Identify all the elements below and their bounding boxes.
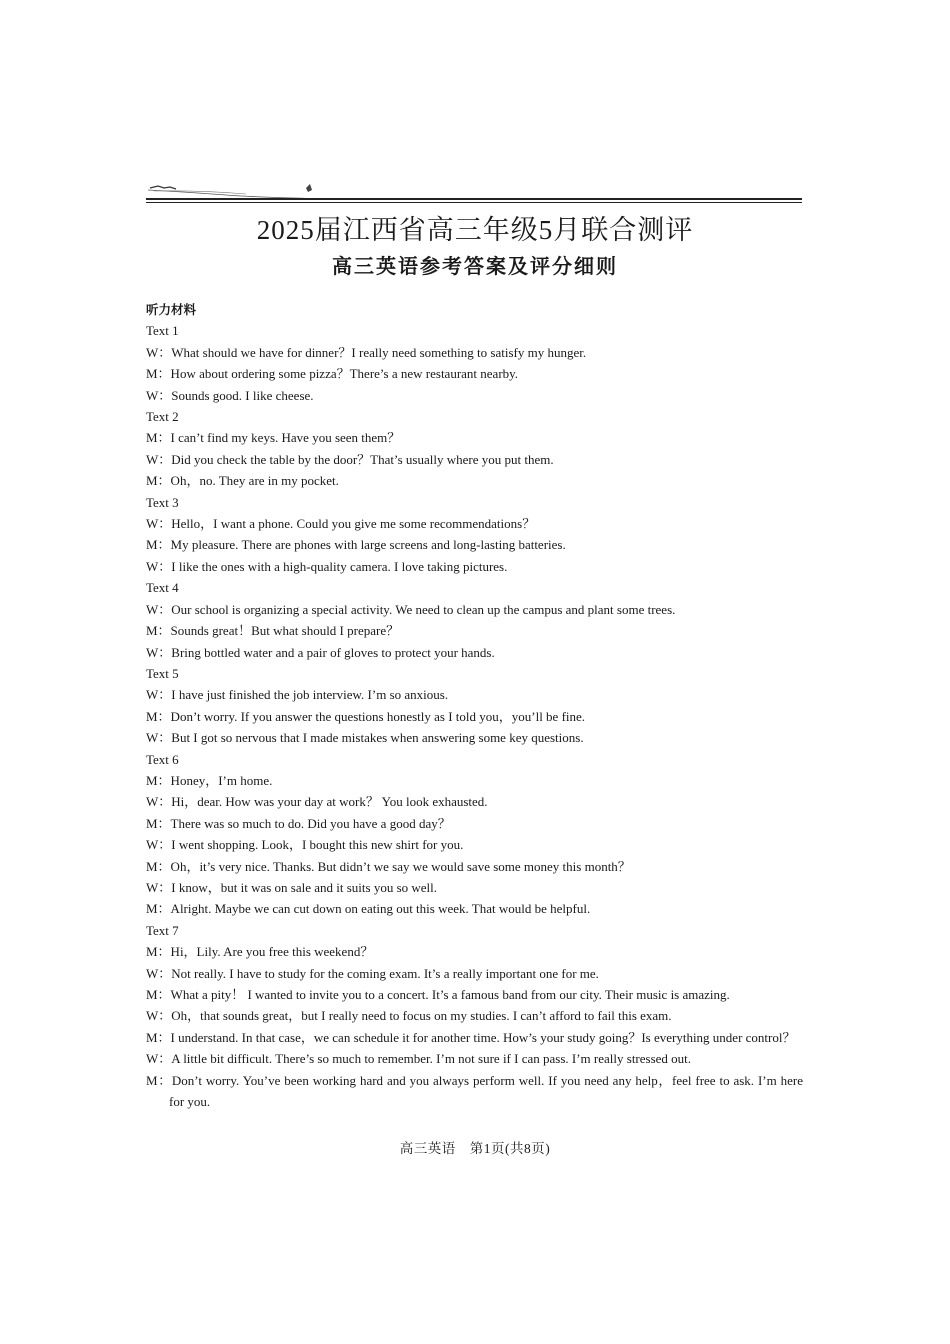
text-label: Text 7 <box>146 922 179 938</box>
header-rule-thick <box>146 198 802 200</box>
text-label: Text 2 <box>146 409 179 425</box>
dialogue-line: M：Oh，it’s very nice. Thanks. But didn’t we say we would save some money this month？ <box>146 858 631 874</box>
dialogue-line: M：Oh，no. They are in my pocket. <box>146 473 339 489</box>
dialogue-line: W：Bring bottled water and a pair of gloves to protect your hands. <box>146 644 495 660</box>
page-subtitle: 高三英语参考答案及评分细则 <box>332 254 618 278</box>
section-heading: 听力材料 <box>146 302 197 317</box>
dialogue-line: W：Our school is organizing a special activity. We need to clean up the campus and plant some trees. <box>146 601 676 617</box>
dialogue-line: M：Honey，I’m home. <box>146 772 273 788</box>
dialogue-line: M：I understand. In that case，we can schedule it for another time. How’s your study going？Is everything under control？ <box>146 1029 796 1045</box>
transcript-lines <box>146 320 803 1112</box>
dialogue-line: M：What a pity！ I wanted to invite you to a concert. It’s a famous band from our city. Their music is amazing. <box>146 987 730 1002</box>
header-rule-thin <box>146 202 802 203</box>
dialogue-line: M：How about ordering some pizza？There’s a new restaurant nearby. <box>146 366 519 382</box>
dialogue-line: W：I have just finished the job interview. I’m so anxious. <box>146 687 449 703</box>
dialogue-line: W：A little bit difficult. There’s so much to remember. I’m not sure if I can pass. I’m really stressed out. <box>146 1051 692 1067</box>
dialogue-line: W：Hello，I want a phone. Could you give me some recommendations？ <box>146 516 536 532</box>
dialogue-line: W：Did you check the table by the door？That’s usually where you put them. <box>146 451 554 467</box>
dialogue-line: M：Don’t worry. If you answer the questions honestly as I told you，you’ll be fine. <box>146 708 586 724</box>
dialogue-line: W：I went shopping. Look，I bought this new shirt for you. <box>146 837 464 853</box>
dialogue-line: M：I can’t find my keys. Have you seen them？ <box>146 430 401 446</box>
dialogue-line: M：There was so much to do. Did you have a good day？ <box>146 815 451 831</box>
dialogue-line: M：My pleasure. There are phones with large screens and long-lasting batteries. <box>146 537 566 553</box>
dialogue-line: W：Hi，dear. How was your day at work？ You look exhausted. <box>146 794 488 810</box>
dialogue-line: W：What should we have for dinner？I really need something to satisfy my hunger. <box>146 344 587 360</box>
dialogue-line: M：Alright. Maybe we can cut down on eating out this week. That would be helpful. <box>146 901 591 917</box>
page-footer: 高三英语 第1页(共8页) <box>399 1141 551 1156</box>
dialogue-line: W：Not really. I have to study for the coming exam. It’s a really important one for me. <box>146 965 599 981</box>
page-title: 2025届江西省高三年级5月联合测评 <box>256 215 694 245</box>
dialogue-line: M：Don’t worry. You’ve been working hard and you always perform well. If you need any help，feel free to ask. I’m here for you. <box>146 1072 803 1110</box>
dialogue-line: W：I know，but it was on sale and it suits you so well. <box>146 879 438 895</box>
text-label: Text 4 <box>146 580 179 596</box>
text-label: Text 6 <box>146 751 179 767</box>
dialogue-line: M：Hi，Lily. Are you free this weekend？ <box>146 944 374 960</box>
dialogue-line: W：But I got so nervous that I made mistakes when answering some key questions. <box>146 730 584 746</box>
text-label: Text 5 <box>146 665 179 681</box>
text-label: Text 3 <box>146 494 179 510</box>
listening-transcript <box>146 299 803 1112</box>
dialogue-line: W：I like the ones with a high-quality camera. I love taking pictures. <box>146 558 508 574</box>
dialogue-line: W：Oh，that sounds great，but I really need to focus on my studies. I can’t afford to fail this exam. <box>146 1008 672 1024</box>
dialogue-line: W：Sounds good. I like cheese. <box>146 387 314 403</box>
dialogue-line: M：Sounds great！But what should I prepare？ <box>146 623 400 639</box>
text-label: Text 1 <box>146 323 179 339</box>
